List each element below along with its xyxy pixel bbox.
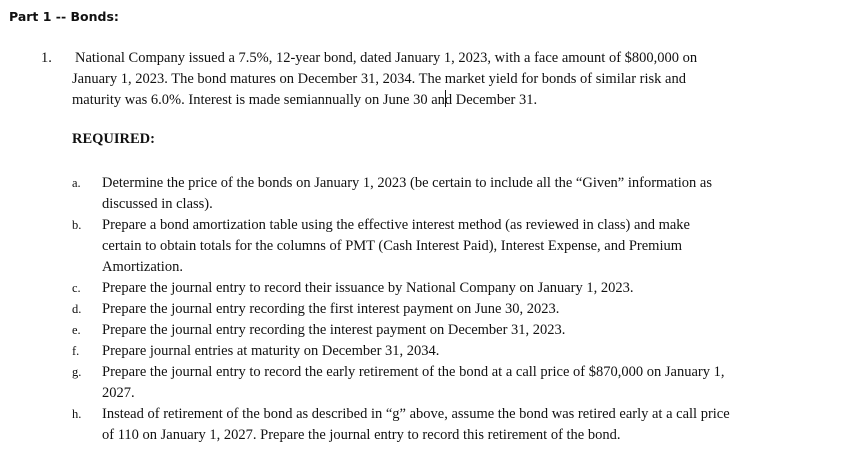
- item-text-line: Prepare journal entries at maturity on December 31, 2034.: [102, 343, 440, 359]
- required-item: [0, 341, 853, 362]
- required-items-list: [0, 173, 853, 446]
- required-item: [0, 404, 853, 446]
- required-heading: REQUIRED:: [72, 131, 155, 147]
- question-number: 1.: [41, 50, 52, 66]
- item-text: [102, 278, 812, 299]
- item-text-line: discussed in class).: [102, 196, 213, 212]
- required-item: [0, 173, 853, 215]
- item-text-line: Amortization.: [102, 259, 183, 275]
- question-line: National Company issued a 7.5%, 12-year bond, dated January 1, 2023, with a face amount of $800,000 on: [75, 50, 698, 66]
- question-line-part: maturity was 6.0%. Interest is made semiannually on June 30 an: [72, 92, 445, 108]
- item-text-line: certain to obtain totals for the columns of PMT (Cash Interest Paid), Interest Expense, and Premium: [102, 238, 683, 254]
- item-text-line: Prepare the journal entry recording the interest payment on December 31, 2023.: [102, 322, 566, 338]
- item-text: [102, 215, 812, 278]
- item-text: [102, 320, 812, 341]
- item-text-line: Prepare the journal entry recording the first interest payment on June 30, 2023.: [102, 301, 560, 317]
- required-item: [0, 215, 853, 278]
- item-letter: b.: [72, 218, 82, 232]
- item-text: [102, 341, 812, 362]
- required-item: [0, 320, 853, 341]
- item-text-line: Prepare the journal entry to record their issuance by National Company on January 1, 2023.: [102, 280, 634, 296]
- item-text: [102, 299, 812, 320]
- item-text: [102, 404, 812, 446]
- item-letter: e.: [72, 323, 81, 337]
- item-letter: f.: [72, 344, 80, 358]
- item-letter: d.: [72, 302, 82, 316]
- item-text: [102, 362, 812, 404]
- item-text-line: of 110 on January 1, 2027. Prepare the journal entry to record this retirement of the bond.: [102, 427, 621, 443]
- item-text-line: Prepare a bond amortization table using the effective interest method (as reviewed in class) and make: [102, 217, 690, 233]
- item-letter: h.: [72, 407, 82, 421]
- required-item: [0, 299, 853, 320]
- item-text: [102, 173, 812, 215]
- question-text: [72, 48, 777, 111]
- required-item: [0, 362, 853, 404]
- item-text-line: Prepare the journal entry to record the early retirement of the bond at a call price of $870,000 on January 1,: [102, 364, 725, 380]
- item-text-line: Determine the price of the bonds on January 1, 2023 (be certain to include all the “Given” information as: [102, 175, 713, 191]
- item-letter: g.: [72, 365, 82, 379]
- question-line-part: d December 31.: [444, 92, 538, 108]
- question-line: January 1, 2023. The bond matures on December 31, 2034. The market yield for bonds of similar risk and: [72, 71, 686, 87]
- question-line: [72, 90, 777, 111]
- item-text-line: Instead of retirement of the bond as described in “g” above, assume the bond was retired early at a call price: [102, 406, 730, 422]
- item-letter: a.: [72, 176, 81, 190]
- item-letter: c.: [72, 281, 81, 295]
- item-text-line: 2027.: [102, 385, 135, 401]
- part-title: Part 1 -- Bonds:: [9, 9, 119, 24]
- required-item: [0, 278, 853, 299]
